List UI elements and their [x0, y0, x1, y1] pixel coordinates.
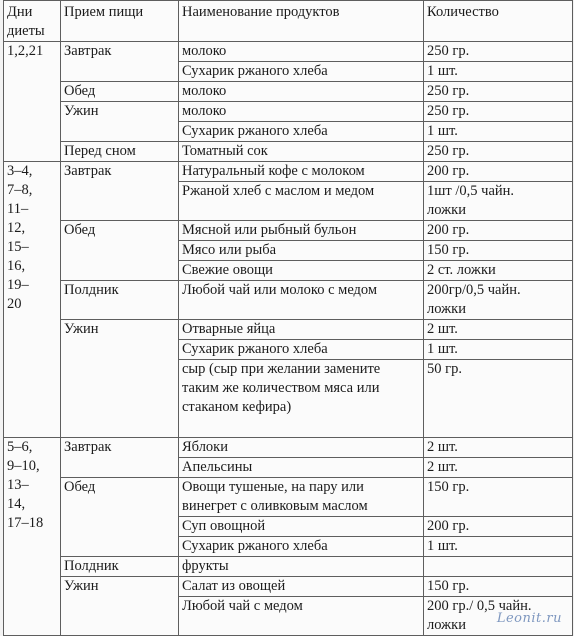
amount-cell [424, 557, 573, 577]
product-cell: Сухарик ржаного хлеба [179, 340, 424, 360]
header-amount: Количество [424, 1, 573, 42]
product-cell: молоко [179, 82, 424, 102]
table-row [4, 82, 573, 102]
meal-cell: Полдник [61, 281, 179, 320]
amount-cell: 150 гр. [424, 478, 573, 517]
product-cell: фрукты [179, 557, 424, 577]
diet-table-body [4, 42, 573, 636]
amount-cell: 1 шт. [424, 537, 573, 557]
table-row [4, 162, 573, 182]
meal-cell: Ужин [61, 577, 179, 636]
meal-cell: Ужин [61, 102, 179, 142]
amount-cell: 1шт /0,5 чайн. ложки [424, 182, 573, 221]
product-cell: Любой чай или молоко с медом [179, 281, 424, 320]
amount-cell: 1 шт. [424, 62, 573, 82]
meal-cell: Ужин [61, 320, 179, 438]
product-cell: молоко [179, 102, 424, 122]
diet-days-cell: 3–4, 7–8, 11– 12, 15– 16, 19– 20 [4, 162, 61, 438]
diet-days-cell: 5–6, 9–10, 13– 14, 17–18 [4, 438, 61, 636]
product-cell: Мясо или рыба [179, 241, 424, 261]
meal-cell: Обед [61, 82, 179, 102]
product-cell: Ржаной хлеб с маслом и медом [179, 182, 424, 221]
product-cell: молоко [179, 42, 424, 62]
meal-cell: Перед сном [61, 142, 179, 162]
product-cell: Сухарик ржаного хлеба [179, 62, 424, 82]
header-meal: Прием пищи [61, 1, 179, 42]
amount-cell: 200 гр. [424, 517, 573, 537]
amount-cell: 2 ст. ложки [424, 261, 573, 281]
header-days: Дни диеты [4, 1, 61, 42]
amount-cell: 1 шт. [424, 122, 573, 142]
table-row [4, 42, 573, 62]
amount-cell: 150 гр. [424, 577, 573, 597]
meal-cell: Обед [61, 478, 179, 557]
table-row [4, 320, 573, 340]
meal-cell: Обед [61, 221, 179, 281]
product-cell: Сухарик ржаного хлеба [179, 122, 424, 142]
product-cell: Яблоки [179, 438, 424, 458]
table-row [4, 142, 573, 162]
table-row [4, 438, 573, 458]
product-cell: Суп овощной [179, 517, 424, 537]
amount-cell: 200 гр. [424, 221, 573, 241]
product-cell: Сухарик ржаного хлеба [179, 537, 424, 557]
amount-cell: 50 гр. [424, 360, 573, 438]
watermark-logo: Leonit.ru [496, 611, 562, 626]
product-cell: Апельсины [179, 458, 424, 478]
amount-cell: 200 гр./ 0,5 чайн. ложки [424, 597, 573, 636]
diet-table [3, 0, 573, 636]
amount-cell: 250 гр. [424, 102, 573, 122]
table-row [4, 577, 573, 597]
amount-cell: 200 гр. [424, 162, 573, 182]
table-row [4, 221, 573, 241]
product-cell: Свежие овощи [179, 261, 424, 281]
table-row [4, 102, 573, 122]
meal-cell: Завтрак [61, 162, 179, 221]
amount-cell: 250 гр. [424, 82, 573, 102]
diet-days-cell: 1,2,21 [4, 42, 61, 162]
amount-cell: 2 шт. [424, 458, 573, 478]
amount-cell: 250 гр. [424, 142, 573, 162]
product-cell: Томатный сок [179, 142, 424, 162]
meal-cell: Завтрак [61, 42, 179, 82]
product-cell: Любой чай с медом [179, 597, 424, 636]
product-cell: Натуральный кофе с молоком [179, 162, 424, 182]
product-cell: Салат из овощей [179, 577, 424, 597]
product-cell: сыр (сыр при желании замените таким же количеством мяса или стаканом кефира) [179, 360, 424, 438]
header-product: Наименование продуктов [179, 1, 424, 42]
meal-cell: Полдник [61, 557, 179, 577]
product-cell: Овощи тушеные, на пару или винегрет с оливковым маслом [179, 478, 424, 517]
table-row [4, 281, 573, 320]
table-row [4, 557, 573, 577]
amount-cell: 200гр/0,5 чайн. ложки [424, 281, 573, 320]
amount-cell: 2 шт. [424, 438, 573, 458]
amount-cell: 1 шт. [424, 340, 573, 360]
amount-cell: 250 гр. [424, 42, 573, 62]
amount-cell: 2 шт. [424, 320, 573, 340]
product-cell: Отварные яйца [179, 320, 424, 340]
table-header-row [4, 1, 573, 42]
table-row [4, 478, 573, 517]
amount-cell: 150 гр. [424, 241, 573, 261]
meal-cell: Завтрак [61, 438, 179, 478]
product-cell: Мясной или рыбный бульон [179, 221, 424, 241]
